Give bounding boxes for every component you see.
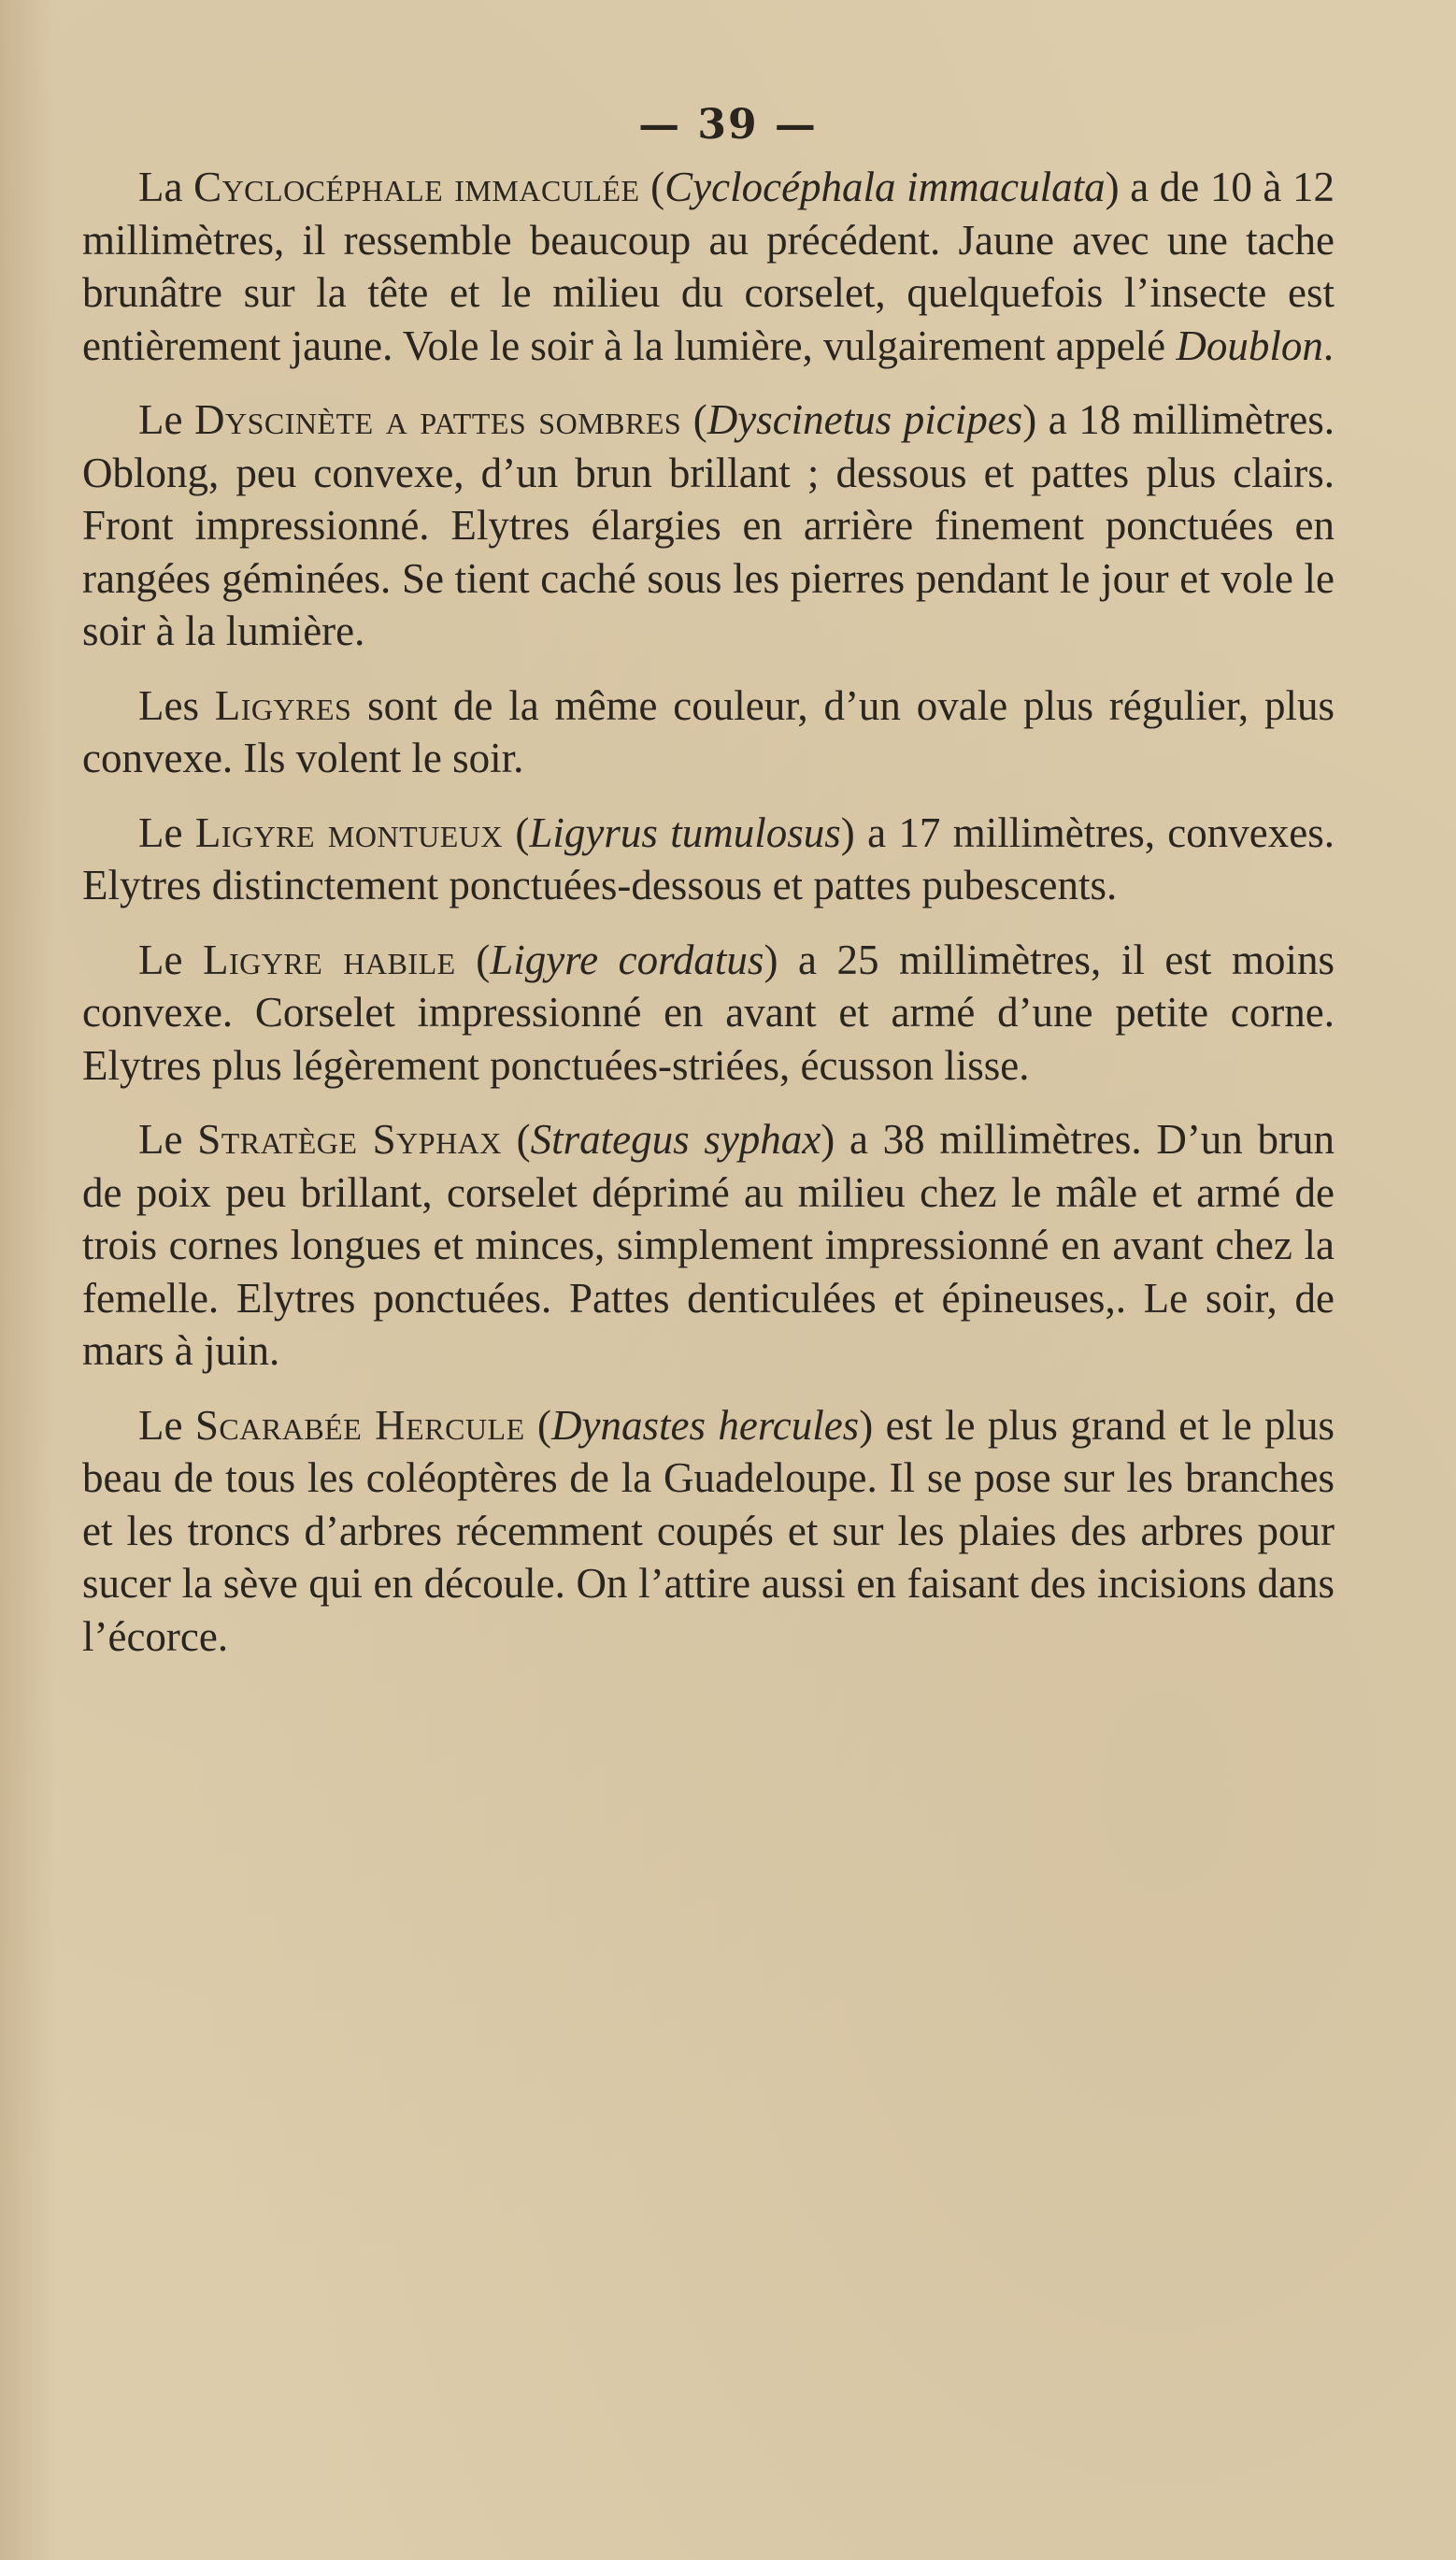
paragraph-cyclocephale bbox=[82, 161, 1335, 372]
species-common-name: Ligyres bbox=[214, 681, 352, 729]
paragraph-dyscinete bbox=[82, 393, 1335, 658]
paragraph-ligyre-montueux bbox=[82, 807, 1335, 912]
species-common-name: Ligyre montueux bbox=[194, 808, 504, 856]
paragraph-text: ) a 38 millimètres. D’un brun de poix peu brillant, corselet déprimé au milieu chez le mâle et armé de trois cornes longues et minces, simplement impressionné en avant chez la femelle. Elytres ponctuées. Pattes denticulées et épineuses,. Le soir, de mars à juin. bbox=[82, 1116, 1335, 1374]
paragraph-article: Le bbox=[138, 1116, 198, 1163]
paragraph-article: Le bbox=[138, 396, 195, 443]
paragraph-text: sont de la même couleur, d’un ovale plus régulier, plus convexe. Ils volent le soir. bbox=[82, 681, 1335, 781]
species-latin-name: Dyscinetus picipes bbox=[707, 396, 1023, 443]
paragraph-connector: ( bbox=[455, 936, 491, 983]
paragraph-article: Le bbox=[138, 936, 204, 983]
paragraph-connector: ( bbox=[501, 1116, 531, 1163]
paragraph-text: ) est le plus grand et le plus beau de tous les coléoptères de la Guadeloupe. Il se pose sur les branches et les troncs d’arbres récemment coupés et sur les plaies des arbres pour sucer la sève qui en découle. On l’attire aussi en faisant des incisions dans l’écorce. bbox=[82, 1401, 1335, 1660]
species-common-name: Scarabée Hercule bbox=[194, 1401, 525, 1449]
paragraph-stratege bbox=[82, 1113, 1335, 1378]
species-common-name: Cyclocéphale immaculée bbox=[193, 164, 640, 210]
paragraph-text: ) a de 10 à 12 millimètres, il ressemble beaucoup au précédent. Jaune avec une tache brunâtre sur la tête et le milieu du corselet, quelquefois l’insecte est entièrement jaune. Vole le soir à la lumière, vulgairement appelé bbox=[82, 164, 1335, 369]
paragraph-text: ) a 18 millimètres. Oblong, peu convexe, d’un brun brillant ; dessous et pattes plus clairs. Front impressionné. Elytres élargies en arrière finement ponctuées en rangées géminées. Se tient caché sous les pierres pendant le jour et vole le soir à la lumière. bbox=[82, 396, 1335, 654]
species-latin-name: Ligyrus tumulosus bbox=[529, 808, 841, 856]
species-common-name: Stratège Syphax bbox=[197, 1116, 502, 1163]
paragraph-scarabee bbox=[82, 1399, 1335, 1664]
paragraph-article: Le bbox=[138, 808, 195, 856]
species-latin-name: Dynastes hercules bbox=[551, 1401, 860, 1449]
paragraph-connector: ( bbox=[524, 1401, 552, 1449]
paragraph-ligyres bbox=[82, 679, 1335, 785]
species-common-name: Dyscinète a pattes sombres bbox=[194, 396, 682, 443]
paragraph-connector: ( bbox=[681, 396, 707, 443]
paragraph-article: Les bbox=[138, 681, 215, 729]
paragraph-connector: ( bbox=[503, 808, 530, 856]
paragraph-text: ) a 17 millimètres, convexes. Elytres distinctement ponctuées-dessous et pattes pubescents. bbox=[82, 808, 1335, 908]
body-text bbox=[82, 161, 1335, 1684]
species-latin-name: Cyclocéphala immaculata bbox=[664, 164, 1106, 210]
paragraph-text: ) a 25 millimètres, il est moins convexe. Corselet impressionné en avant et armé d’une petite corne. Elytres plus légèrement ponctuées-striées, écusson lisse. bbox=[82, 936, 1335, 1089]
paragraph-connector: ( bbox=[639, 164, 665, 210]
paragraph-article: Le bbox=[138, 1401, 195, 1449]
paragraph-end: . bbox=[1322, 322, 1335, 369]
species-latin-name: Ligyre cordatus bbox=[490, 936, 764, 983]
paragraph-article: La bbox=[138, 164, 194, 210]
paragraph-ligyre-habile bbox=[82, 934, 1335, 1093]
species-latin-name: Strategus syphax bbox=[530, 1116, 821, 1163]
vernacular-name: Doublon bbox=[1176, 322, 1323, 369]
species-common-name: Ligyre habile bbox=[203, 936, 456, 983]
page-number: — 39 — bbox=[638, 101, 818, 149]
